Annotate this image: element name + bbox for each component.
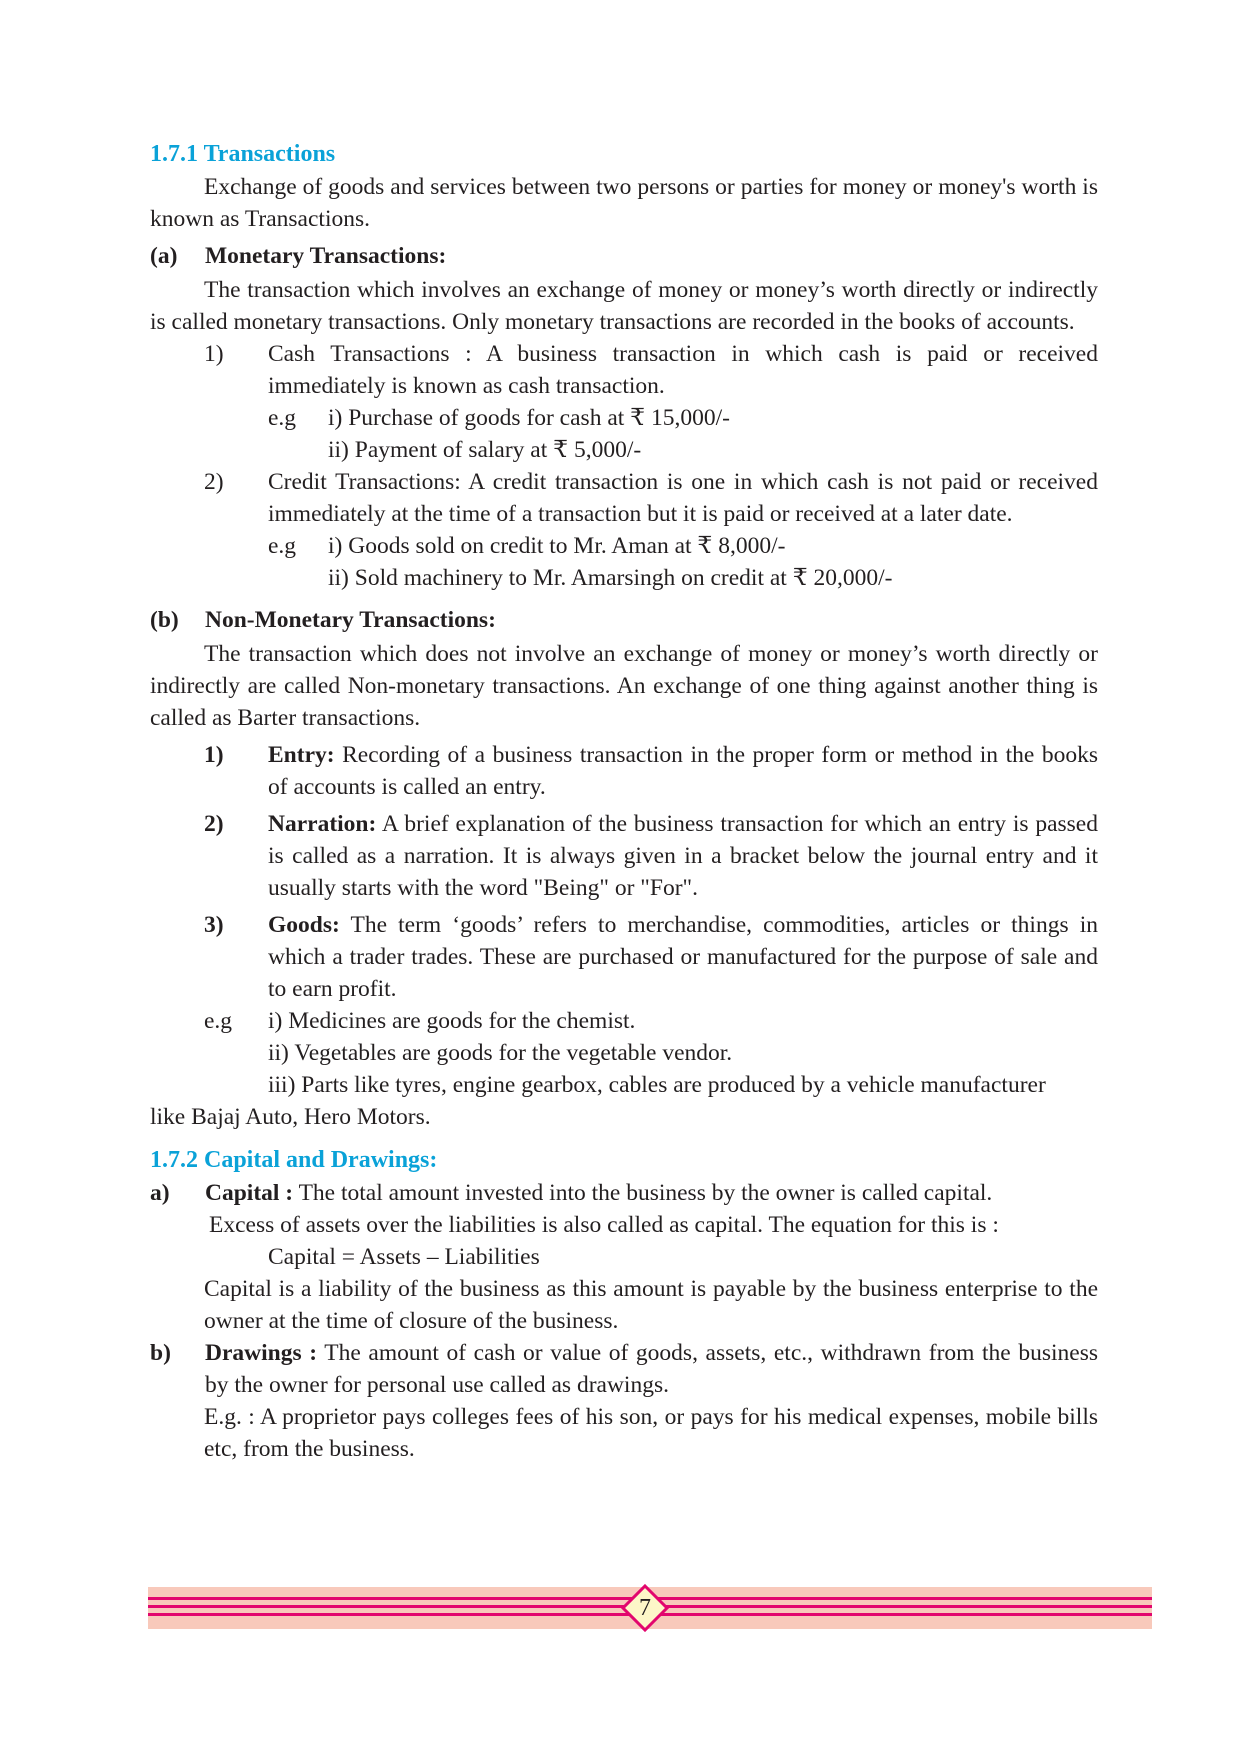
page-content	[150, 137, 1098, 1465]
subheading-nonmonetary: (b) Non-Monetary Transactions:	[150, 607, 496, 633]
list-item-entry: 1) Entry: Recording of a business transaction in the proper form or method in the books of accounts is called an entry.	[204, 742, 1098, 800]
example-row-continued: like Bajaj Auto, Hero Motors.	[150, 1104, 431, 1130]
subheading-monetary: (a) Monetary Transactions:	[150, 243, 447, 269]
example-row: iii) Parts like tyres, engine gearbox, cables are produced by a vehicle manufacturer	[268, 1072, 1046, 1098]
transactions-intro: Exchange of goods and services between two persons or parties for money or money's worth is known as Transactions.	[150, 174, 1098, 232]
page-number: 7	[639, 1595, 651, 1621]
example-row: ii) Vegetables are goods for the vegetable vendor.	[268, 1040, 733, 1066]
list-item-narration: 2) Narration: A brief explanation of the business transaction for which an entry is passed is called as a narration. It is always given in a bracket below the journal entry and it usually starts with the word "Being" or "For".	[204, 811, 1098, 901]
example-row: e.g i) Medicines are goods for the chemist.	[204, 1008, 636, 1034]
page-footer	[148, 1587, 1152, 1629]
example-row: e.g i) Goods sold on credit to Mr. Aman at ₹ 8,000/-	[268, 533, 786, 559]
example-row: ii) Sold machinery to Mr. Amarsingh on credit at ₹ 20,000/-	[328, 565, 893, 591]
capital-definition-cont: Excess of assets over the liabilities is also called as capital. The equation for this is :	[209, 1212, 999, 1238]
list-item-goods: 3) Goods: The term ‘goods’ refers to merchandise, commodities, articles or things in which a trader trades. These are purchased or manufactured for the purpose of sale and to earn profit.	[204, 912, 1098, 1002]
capital-note: Capital is a liability of the business as this amount is payable by the business enterprise to the owner at the time of closure of the business.	[204, 1276, 1098, 1334]
capital-equation: Capital = Assets – Liabilities	[268, 1244, 540, 1270]
list-item: 2) Credit Transactions: A credit transaction is one in which cash is not paid or received immediately at the time of a transaction but it is paid or received at a later date.	[204, 469, 1098, 527]
drawings-definition: b) Drawings : The amount of cash or value of goods, assets, etc., withdrawn from the business by the owner for personal use called as drawings.	[150, 1340, 1098, 1398]
example-row: e.g i) Purchase of goods for cash at ₹ 15,000/-	[268, 405, 730, 431]
monetary-description: The transaction which involves an exchange of money or money’s worth directly or indirectly is called monetary transactions. Only monetary transactions are recorded in the books of accounts.	[150, 277, 1098, 335]
section-heading-transactions: 1.7.1 Transactions	[150, 141, 336, 167]
drawings-example: E.g. : A proprietor pays colleges fees of his son, or pays for his medical expenses, mobile bills etc, from the business.	[204, 1404, 1098, 1462]
capital-definition: a) Capital : The total amount invested into the business by the owner is called capital.	[150, 1180, 993, 1206]
nonmonetary-description: The transaction which does not involve an exchange of money or money’s worth directly or indirectly are called Non-monetary transactions. An exchange of one thing against another thing is called as Barter transactions.	[150, 641, 1098, 731]
list-item: 1) Cash Transactions : A business transaction in which cash is paid or received immediately is known as cash transaction.	[204, 341, 1098, 399]
section-heading-capital-drawings: 1.7.2 Capital and Drawings:	[150, 1147, 438, 1173]
example-row: ii) Payment of salary at ₹ 5,000/-	[328, 437, 642, 463]
